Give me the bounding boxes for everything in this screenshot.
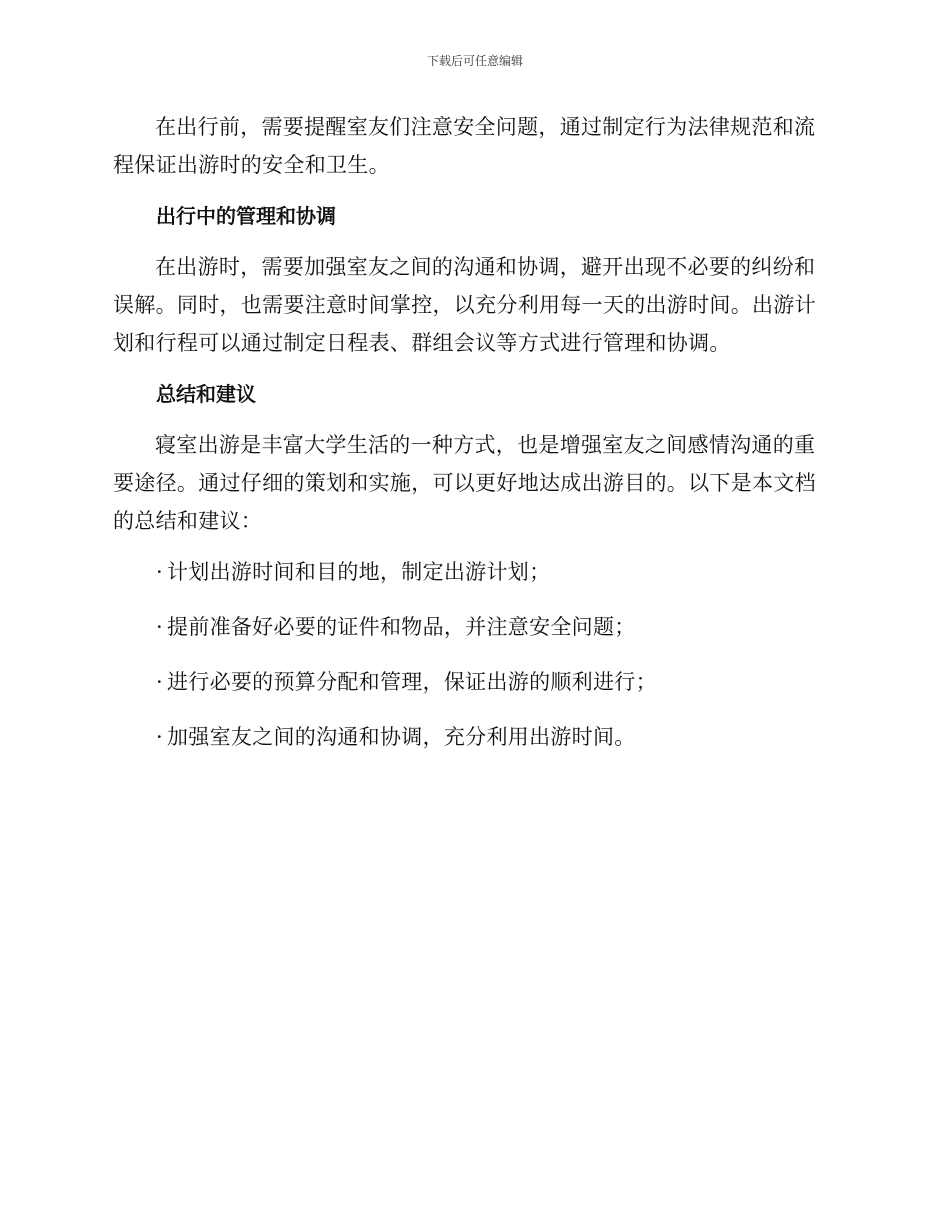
paragraph-summary: 寝室出游是丰富大学生活的一种方式，也是增强室友之间感情沟通的重要途径。通过仔细的策划和实施，可以更好地达成出游目的。以下是本文档的总结和建议：: [113, 433, 816, 533]
list-item-text: 计划出游时间和目的地，制定出游计划；: [166, 560, 551, 584]
bullet-icon: ·: [156, 670, 163, 694]
heading-summary: 总结和建议: [156, 382, 256, 406]
paragraph-coordination: 在出游时，需要加强室友之间的沟通和协调，避开出现不必要的纠纷和误解。同时，也需要注意时间掌控，以充分利用每一天的出游时间。出游计划和行程可以通过制定日程表、群组会议等方式进行管理和协调。: [113, 255, 816, 355]
summary-bullet-list: [113, 553, 833, 756]
bullet-icon: ·: [156, 725, 163, 749]
list-item-text: 提前准备好必要的证件和物品，并注意安全问题；: [166, 615, 636, 639]
list-item: [156, 718, 833, 756]
list-item-text: 进行必要的预算分配和管理，保证出游的顺利进行；: [166, 670, 657, 694]
page-header: 下载后可任意编辑: [426, 54, 523, 68]
bullet-icon: ·: [156, 615, 163, 639]
document-body: [113, 108, 833, 773]
heading-management: 出行中的管理和协调: [156, 204, 336, 228]
list-item: [156, 553, 833, 591]
paragraph-safety: 在出行前，需要提醒室友们注意安全问题，通过制定行为法律规范和流程保证出游时的安全和卫生。: [113, 115, 816, 177]
list-item: [156, 608, 833, 646]
list-item: [156, 663, 833, 701]
bullet-icon: ·: [156, 560, 163, 584]
list-item-text: 加强室友之间的沟通和协调，充分利用出游时间。: [166, 725, 636, 749]
